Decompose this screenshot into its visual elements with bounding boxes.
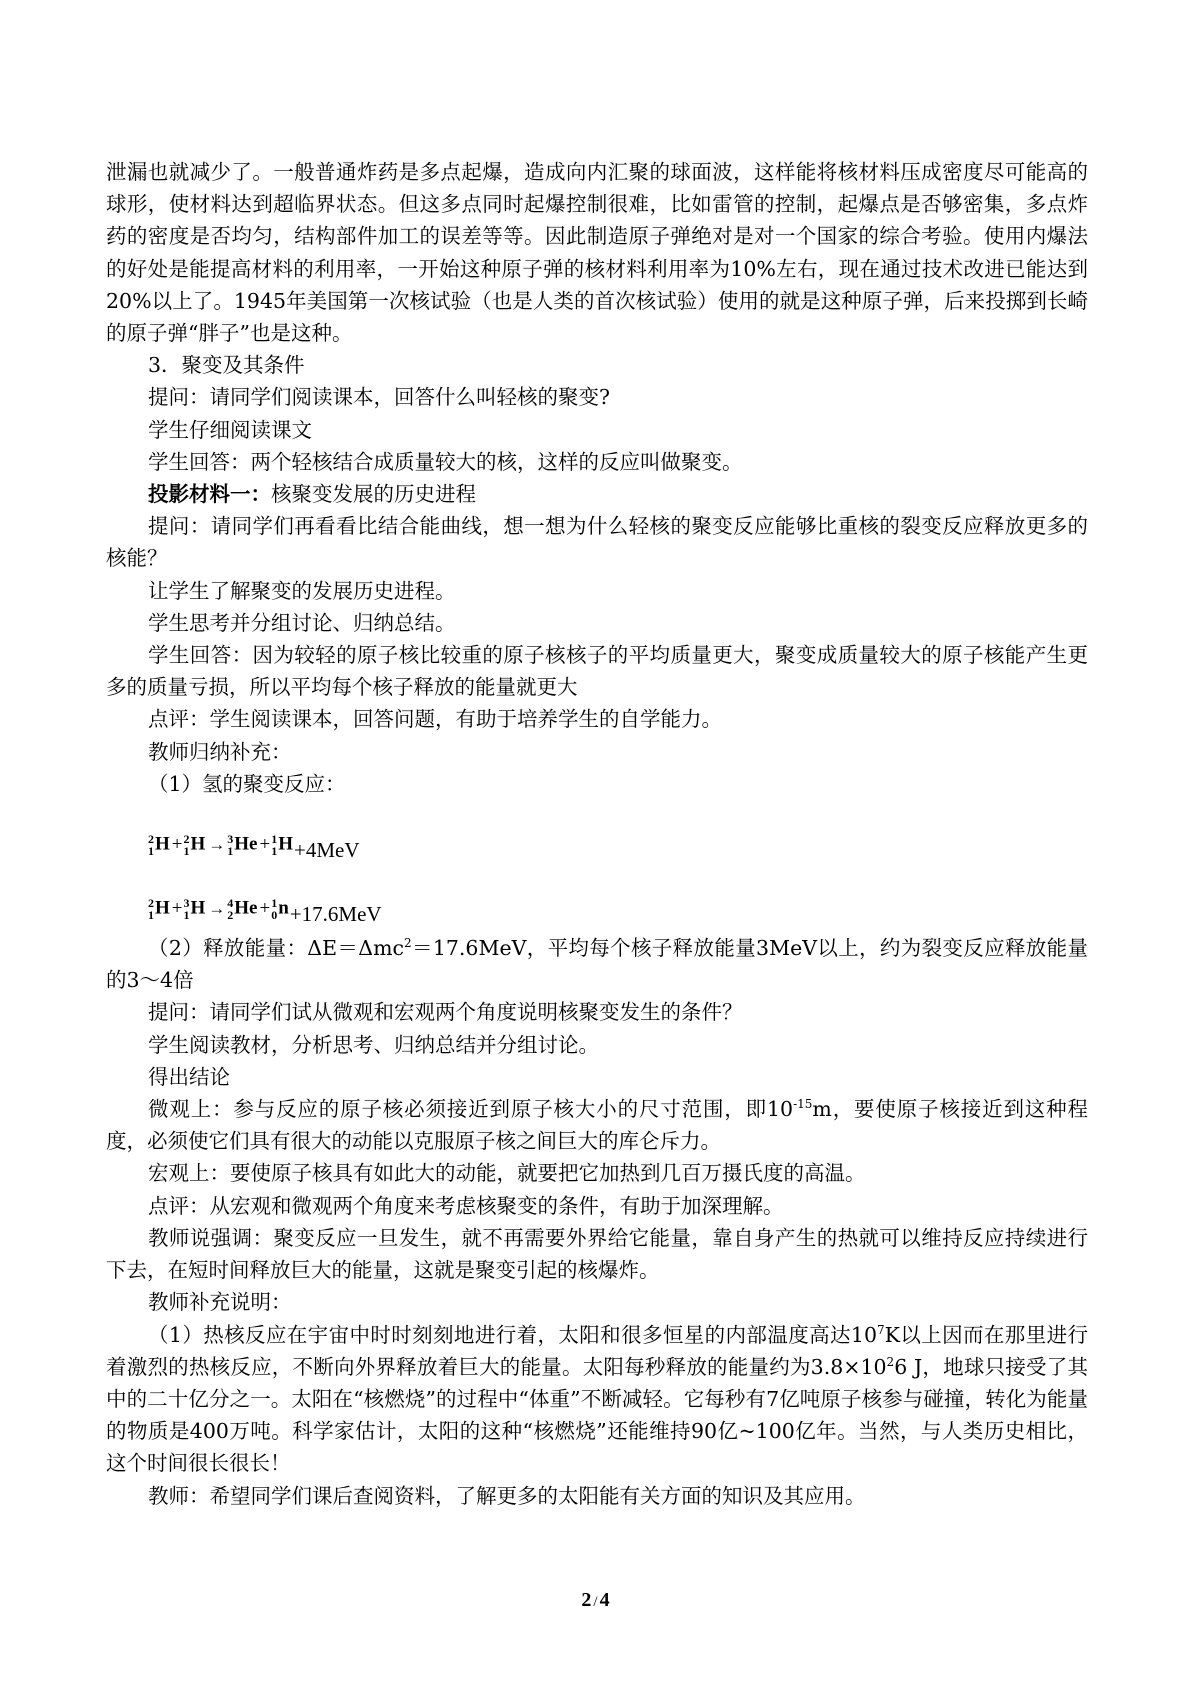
- paragraph: 学生回答：因为较轻的原子核比较重的原子核核子的平均质量更大，聚变成质量较大的原子核能产生更多的质量亏损，所以平均每个核子释放的能量就更大: [106, 643, 1088, 700]
- paragraph: 得出结论: [148, 1064, 230, 1089]
- paragraph: 点评：从宏观和微观两个角度来考虑核聚变的条件，有助于加深理解。: [148, 1193, 784, 1218]
- paragraph: 学生回答：两个轻核结合成质量较大的核，这样的反应叫做聚变。: [148, 449, 743, 474]
- nuclide: 3 1 H: [183, 895, 206, 922]
- paragraph: 教师归纳补充：: [148, 739, 292, 764]
- plus-sign: +: [171, 833, 183, 855]
- page-number: [0, 1589, 1191, 1612]
- nuclide: 3 1 He: [227, 831, 258, 858]
- arrow-icon: →: [208, 898, 226, 918]
- paragraph: 宏观上：要使原子核具有如此大的动能，就要把它加热到几百万摄氏度的高温。: [148, 1161, 866, 1186]
- paragraph: 学生阅读教材，分析思考、归纳总结并分组讨论。: [148, 1032, 599, 1057]
- equation-deuterium-deuterium: [106, 806, 1088, 870]
- paragraph: 提问：请同学们再看看比结合能曲线，想一想为什么轻核的聚变反应能够比重核的裂变反应释放更多的核能？: [106, 514, 1088, 571]
- plus-sign: +: [171, 897, 183, 919]
- paragraph: （2）释放能量：ΔE＝Δmc$^2$＝17.6MeV，平均每个核子释放能量3MeV以上，约为裂变反应释放能量的3～4倍: [106, 936, 1088, 993]
- plus-sign: +: [259, 833, 271, 855]
- arrow-icon: →: [208, 834, 226, 854]
- paragraph: 学生思考并分组讨论、归纳总结。: [148, 610, 456, 635]
- paragraph: 提问：请同学们试从微观和宏观两个角度说明核聚变发生的条件？: [148, 1000, 743, 1025]
- nuclide: 4 2 He: [227, 895, 258, 922]
- nuclide: 2 1 H: [183, 831, 206, 858]
- current-page: 2: [581, 1589, 592, 1611]
- paragraph: 微观上：参与反应的原子核必须接近到原子核大小的尺寸范围，即$10^{-15}m$，要使原子核接近到这种程度，必须使它们具有很大的动能以克服原子核之间巨大的库仑斥力。: [106, 1097, 1088, 1154]
- nuclide: 2 1 H: [148, 831, 170, 858]
- paragraph: 教师说强调：聚变反应一旦发生，就不再需要外界给它能量，靠自身产生的热就可以维持反应持续进行下去，在短时间释放巨大的能量，这就是聚变引起的核爆炸。: [106, 1225, 1088, 1283]
- paragraph: 点评：学生阅读课本，回答问题，有助于培养学生的自学能力。: [148, 707, 722, 732]
- paragraph: （1）氢的聚变反应：: [148, 771, 346, 796]
- paragraph: 泄漏也就减少了。一般普通炸药是多点起爆，造成向内汇聚的球面波，这样能将核材料压成密度尽可能高的球形，使材料达到超临界状态。但这多点同时起爆控制很难，比如雷管的控制，起爆点是否够密集，多点炸药的密度是否均匀，结构部件加工的误差等等。因此制造原子弹绝对是对一个国家的综合考验。使用内爆法的好处是能提高材料的利用率，一开始这种原子弹的核材料利用率为10%左右，现在通过技术改进已能达到20%以上了。1945年美国第一次核试验（也是人类的首次核试验）使用的就是这种原子弹，后来投掷到长崎的原子弹“胖子”也是这种。: [106, 160, 1088, 346]
- paragraph: 提问：请同学们阅读课本，回答什么叫轻核的聚变?: [148, 385, 610, 410]
- paragraph: 学生仔细阅读课文: [148, 417, 312, 442]
- paragraph: （1）热核反应在宇宙中时时刻刻地进行着，太阳和很多恒星的内部温度高达$10^7K$以上因而在那里进行着激烈的热核反应，不断向外界释放着巨大的能量。太阳每秒释放的能量约为$3.8\times 10^26$ J，地球只接受了其中的二十亿分之一。太阳在“核燃烧”的过程中“体重”不断减轻。它每秒有7亿吨原子核参与碰撞，转化为能量的物质是400万吨。科学家估计，太阳的这种“核燃烧”还能维持90亿~100亿年。当然，与人类历史相比，这个时间很长很长！: [106, 1322, 1088, 1476]
- page-separator: /: [593, 1594, 598, 1610]
- paragraph: 教师补充说明：: [148, 1290, 292, 1315]
- bold-label: 投影材料一：: [148, 482, 271, 507]
- paragraph: 教师：希望同学们课后查阅资料，了解更多的太阳能有关方面的知识及其应用。: [148, 1483, 866, 1508]
- energy-term: +17.6MeV: [289, 901, 382, 926]
- nuclide: 1 0 n: [271, 895, 289, 922]
- total-pages: 4: [599, 1589, 610, 1611]
- section-heading: 3．聚变及其条件: [148, 353, 305, 378]
- energy-term: +4MeV: [294, 837, 360, 862]
- nuclide: 2 1 H: [148, 895, 170, 922]
- paragraph: [106, 478, 1088, 510]
- page-body: [106, 156, 1088, 1512]
- paragraph: 让学生了解聚变的发展历史进程。: [148, 578, 456, 603]
- equation-deuterium-tritium: [106, 870, 1088, 932]
- plus-sign: +: [259, 897, 271, 919]
- nuclide: 1 1 H: [271, 831, 293, 858]
- paragraph-text: 核聚变发展的历史进程: [271, 482, 476, 507]
